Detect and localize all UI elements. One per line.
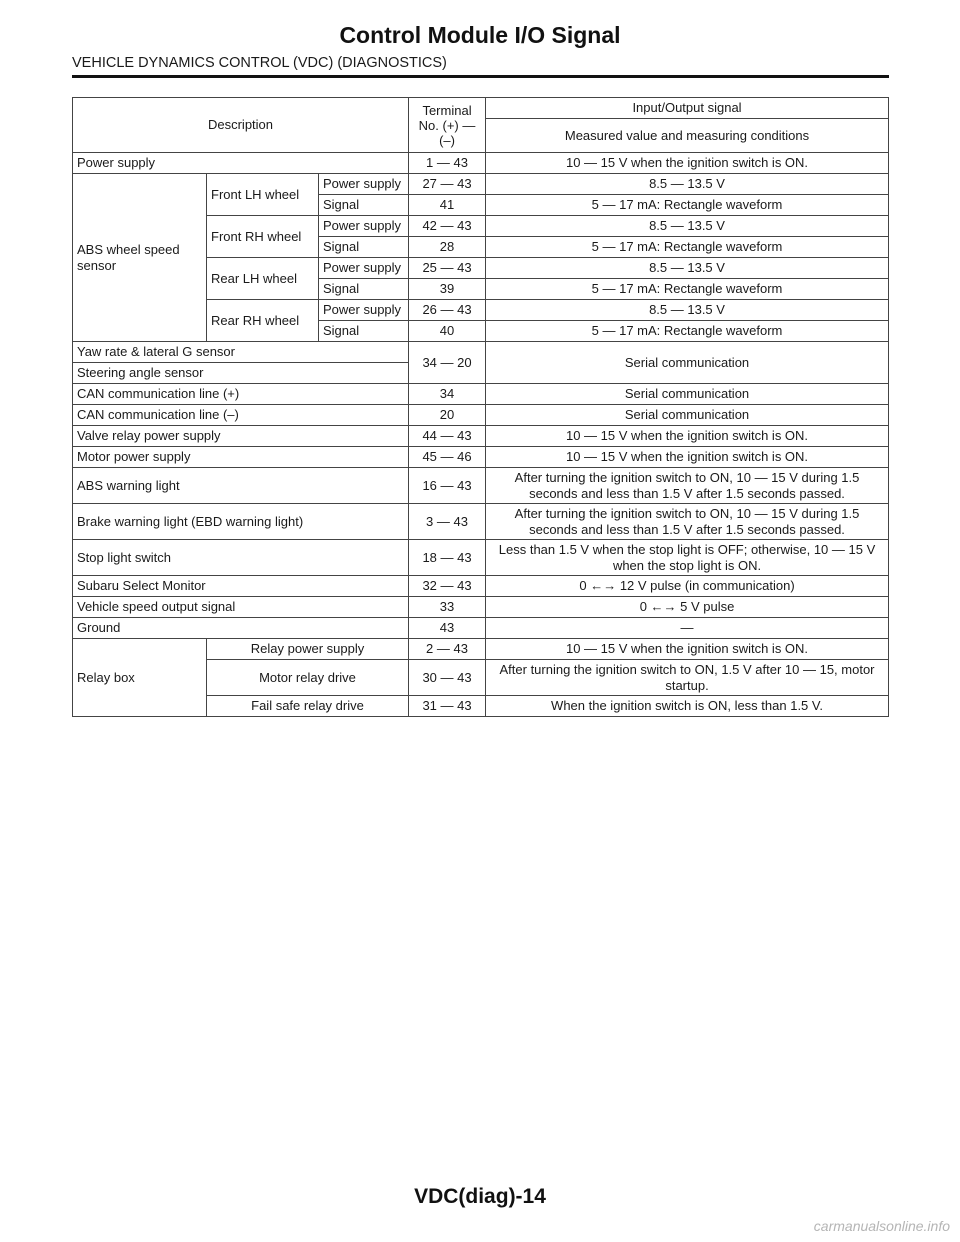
row-terminal: 40 (409, 321, 486, 342)
row-description: Relay box (73, 639, 207, 717)
table-row (73, 384, 889, 405)
io-signal-table (72, 97, 889, 717)
row-terminal: 30 — 43 (409, 660, 486, 696)
row-terminal: 33 (409, 597, 486, 618)
table-header-row (73, 98, 889, 119)
wheel-name: Rear RH wheel (207, 300, 319, 342)
row-description: Vehicle speed output signal (73, 597, 409, 618)
wheel-name: Rear LH wheel (207, 258, 319, 300)
row-terminal: 41 (409, 195, 486, 216)
row-value: After turning the ignition switch to ON, 10 — 15 V during 1.5 seconds and less than 1.5 V after 1.5 seconds passed. (486, 504, 889, 540)
row-value: 8.5 — 13.5 V (486, 258, 889, 279)
row-kind: Relay power supply (207, 639, 409, 660)
table-row (73, 447, 889, 468)
table-row (73, 639, 889, 660)
row-terminal: 43 (409, 618, 486, 639)
row-description: CAN communication line (+) (73, 384, 409, 405)
row-terminal: 34 — 20 (409, 342, 486, 384)
wheel-name: Front RH wheel (207, 216, 319, 258)
table-row (73, 618, 889, 639)
row-description: ABS warning light (73, 468, 409, 504)
row-value: After turning the ignition switch to ON, 10 — 15 V during 1.5 seconds and less than 1.5 V after 1.5 seconds passed. (486, 468, 889, 504)
row-terminal: 34 (409, 384, 486, 405)
row-terminal: 18 — 43 (409, 540, 486, 576)
row-kind: Power supply (319, 174, 409, 195)
row-description: Power supply (73, 153, 409, 174)
row-value: Less than 1.5 V when the stop light is OFF; otherwise, 10 — 15 V when the stop light is ON. (486, 540, 889, 576)
row-kind: Power supply (319, 216, 409, 237)
row-terminal: 44 — 43 (409, 426, 486, 447)
row-terminal: 45 — 46 (409, 447, 486, 468)
table-row (73, 174, 889, 195)
page-title: Control Module I/O Signal (339, 22, 621, 48)
row-description: Brake warning light (EBD warning light) (73, 504, 409, 540)
row-kind: Signal (319, 237, 409, 258)
row-terminal: 28 (409, 237, 486, 258)
row-description: Ground (73, 618, 409, 639)
page-number: VDC(diag)-14 (414, 1185, 546, 1208)
row-kind: Motor relay drive (207, 660, 409, 696)
row-terminal: 27 — 43 (409, 174, 486, 195)
header-io-signal: Input/Output signal (486, 98, 889, 119)
row-value: 5 — 17 mA: Rectangle waveform (486, 195, 889, 216)
table-row (73, 426, 889, 447)
header-description: Description (73, 98, 409, 153)
row-value: 10 — 15 V when the ignition switch is ON. (486, 639, 889, 660)
row-value: 8.5 — 13.5 V (486, 216, 889, 237)
row-kind: Power supply (319, 300, 409, 321)
header-measured: Measured value and measuring conditions (486, 119, 889, 153)
row-terminal: 1 — 43 (409, 153, 486, 174)
row-description: Stop light switch (73, 540, 409, 576)
row-terminal: 26 — 43 (409, 300, 486, 321)
row-description: Valve relay power supply (73, 426, 409, 447)
row-kind: Signal (319, 279, 409, 300)
row-value: 8.5 — 13.5 V (486, 174, 889, 195)
row-terminal: 2 — 43 (409, 639, 486, 660)
row-value: 10 — 15 V when the ignition switch is ON. (486, 447, 889, 468)
table-row (73, 468, 889, 504)
header-terminal: Terminal No. (+) — (–) (409, 98, 486, 153)
row-terminal: 32 — 43 (409, 576, 486, 597)
row-value: 5 — 17 mA: Rectangle waveform (486, 237, 889, 258)
row-value: 5 — 17 mA: Rectangle waveform (486, 321, 889, 342)
table-row (73, 540, 889, 576)
row-value: 10 — 15 V when the ignition switch is ON. (486, 426, 889, 447)
header-rule (72, 75, 889, 78)
table-row (73, 597, 889, 618)
table-row (73, 153, 889, 174)
table-row (73, 576, 889, 597)
row-description: Motor power supply (73, 447, 409, 468)
table-row (73, 504, 889, 540)
row-value: 0 ←→ 5 V pulse (486, 597, 889, 618)
row-kind: Signal (319, 195, 409, 216)
row-description: Steering angle sensor (73, 363, 409, 384)
row-terminal: 25 — 43 (409, 258, 486, 279)
watermark-text: carmanualsonline.info (813, 1218, 950, 1234)
row-description: Subaru Select Monitor (73, 576, 409, 597)
row-terminal: 31 — 43 (409, 696, 486, 717)
row-kind: Fail safe relay drive (207, 696, 409, 717)
row-terminal: 39 (409, 279, 486, 300)
table-row (73, 342, 889, 363)
row-value: 10 — 15 V when the ignition switch is ON. (486, 153, 889, 174)
row-value: 8.5 — 13.5 V (486, 300, 889, 321)
row-kind: Power supply (319, 258, 409, 279)
wheel-name: Front LH wheel (207, 174, 319, 216)
row-value: Serial communication (486, 405, 889, 426)
row-description: Yaw rate & lateral G sensor (73, 342, 409, 363)
row-terminal: 16 — 43 (409, 468, 486, 504)
row-terminal: 3 — 43 (409, 504, 486, 540)
row-value: Serial communication (486, 384, 889, 405)
row-terminal: 20 (409, 405, 486, 426)
row-value: — (486, 618, 889, 639)
row-value: 5 — 17 mA: Rectangle waveform (486, 279, 889, 300)
row-value: After turning the ignition switch to ON, 1.5 V after 10 — 15, motor startup. (486, 660, 889, 696)
row-description: CAN communication line (–) (73, 405, 409, 426)
table-row (73, 405, 889, 426)
row-terminal: 42 — 43 (409, 216, 486, 237)
row-kind: Signal (319, 321, 409, 342)
row-value: Serial communication (486, 342, 889, 384)
row-description: ABS wheel speed sensor (73, 174, 207, 342)
row-value: When the ignition switch is ON, less than 1.5 V. (486, 696, 889, 717)
section-title: VEHICLE DYNAMICS CONTROL (VDC) (DIAGNOSTICS) (72, 55, 447, 71)
row-value: 0 ←→ 12 V pulse (in communication) (486, 576, 889, 597)
